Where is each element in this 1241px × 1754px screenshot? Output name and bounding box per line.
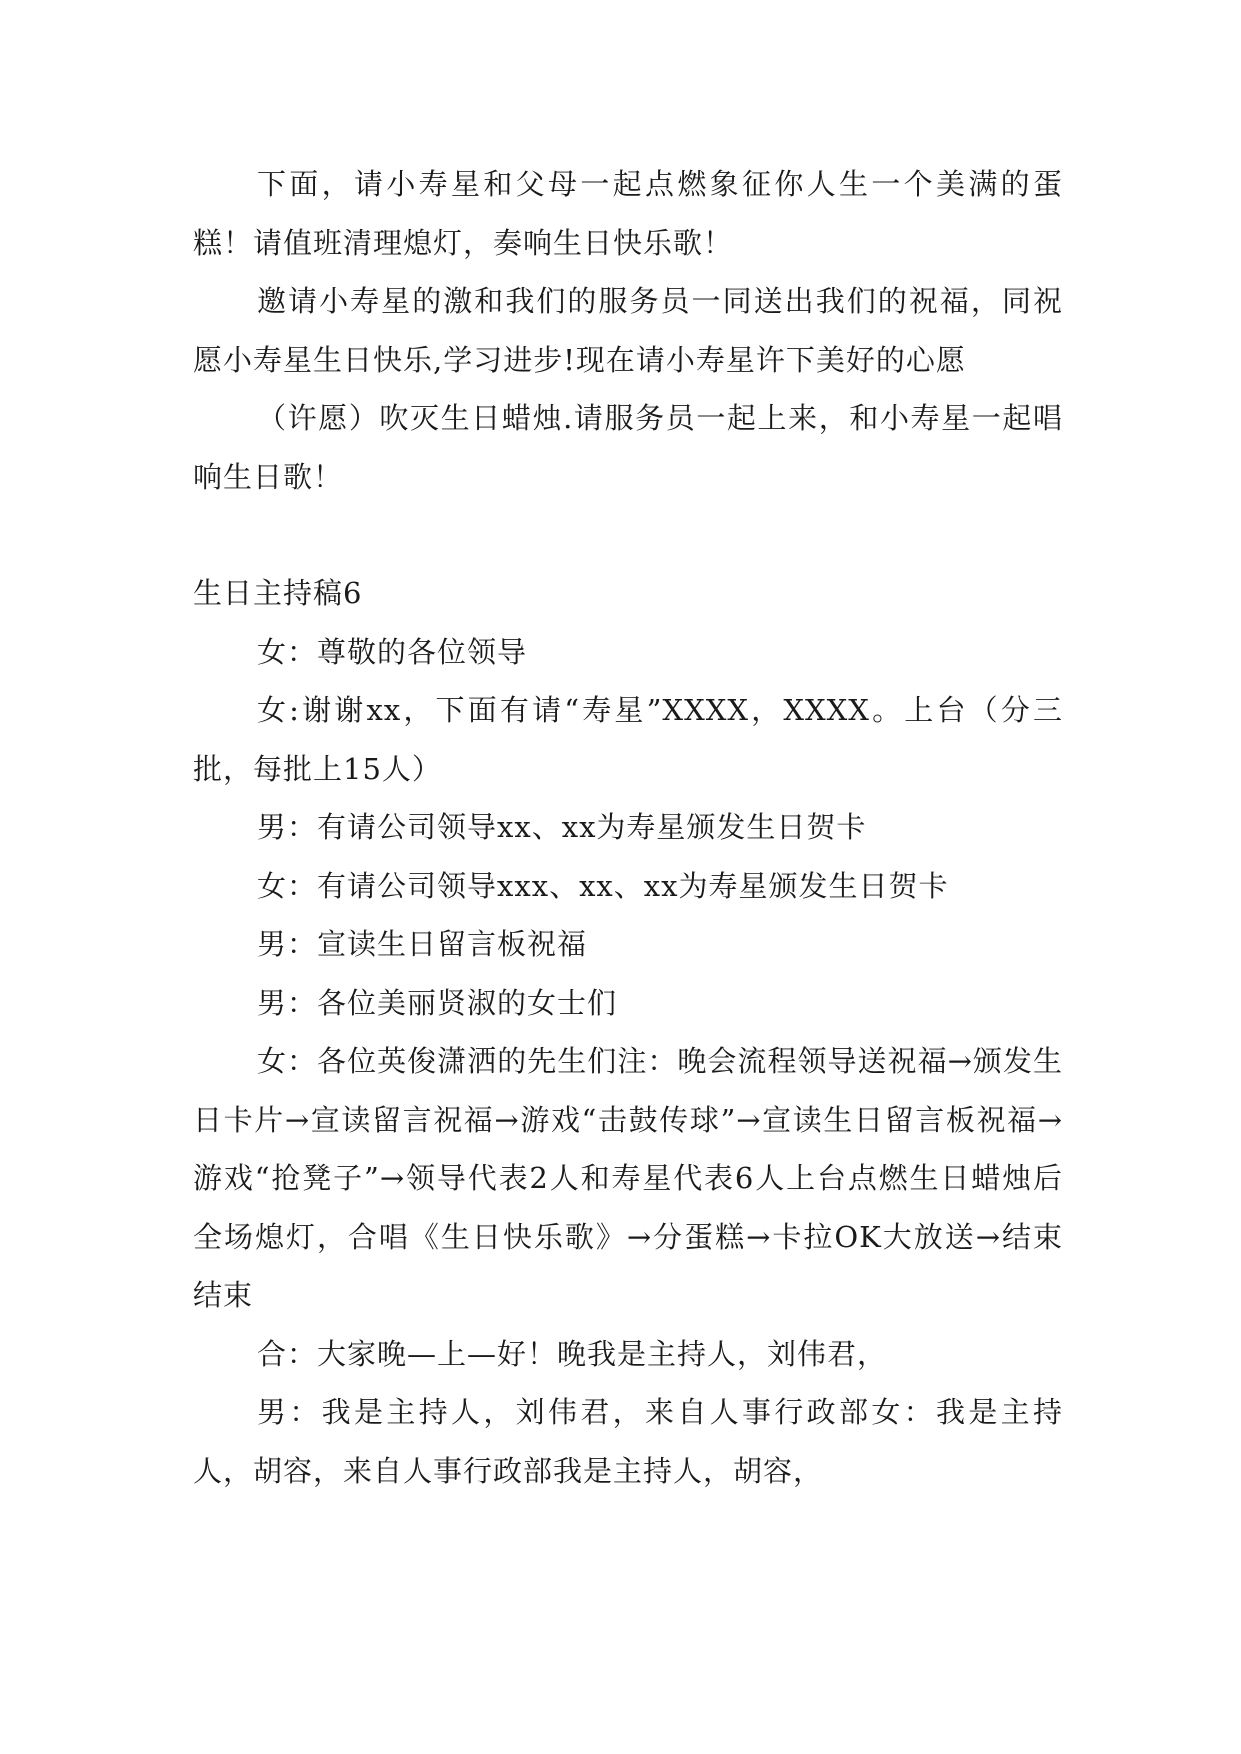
paragraph: 下面，请小寿星和父母一起点燃象征你人生一个美满的蛋糕！请值班清理熄灯，奏响生日快乐歌！: [193, 167, 1063, 260]
section-title: 生日主持稿6: [193, 576, 363, 610]
paragraph: 男：我是主持人，刘伟君，来自人事行政部女：我是主持人，胡容，来自人事行政部我是主持人，胡容，: [193, 1395, 1063, 1488]
paragraph: 男：有请公司领导xx、xx为寿星颁发生日贺卡: [257, 810, 867, 844]
paragraph: 合：大家晚—上—好！晚我是主持人，刘伟君，: [257, 1336, 888, 1371]
paragraph: 女：各位英俊潇洒的先生们注：晚会流程领导送祝福→颁发生日卡片→宣读留言祝福→游戏“击鼓传球”→宣读生日留言板祝福→游戏“抢凳子”→领导代表2人和寿星代表6人上台点燃生日蜡烛后全场熄灯，合唱《生日快乐歌》→分蛋糕→卡拉OK大放送→结束结束: [193, 1044, 1063, 1312]
document-body: [193, 155, 1063, 1500]
paragraph: 女:谢谢xx，下面有请“寿星”XXXX，XXXX。上台（分三批，每批上15人）: [193, 693, 1063, 786]
paragraph: （许愿）吹灭生日蜡烛.请服务员一起上来，和小寿星一起唱响生日歌！: [193, 401, 1063, 494]
paragraph: 男：各位美丽贤淑的女士们: [257, 985, 618, 1020]
paragraph: 女：尊敬的各位领导: [257, 634, 528, 669]
paragraph: 邀请小寿星的激和我们的服务员一同送出我们的祝福，同祝愿小寿星生日快乐,学习进步!现在请小寿星许下美好的心愿: [193, 284, 1063, 377]
paragraph: 女：有请公司领导xxx、xx、xx为寿星颁发生日贺卡: [257, 868, 949, 903]
paragraph: 男：宣读生日留言板祝福: [257, 927, 588, 961]
